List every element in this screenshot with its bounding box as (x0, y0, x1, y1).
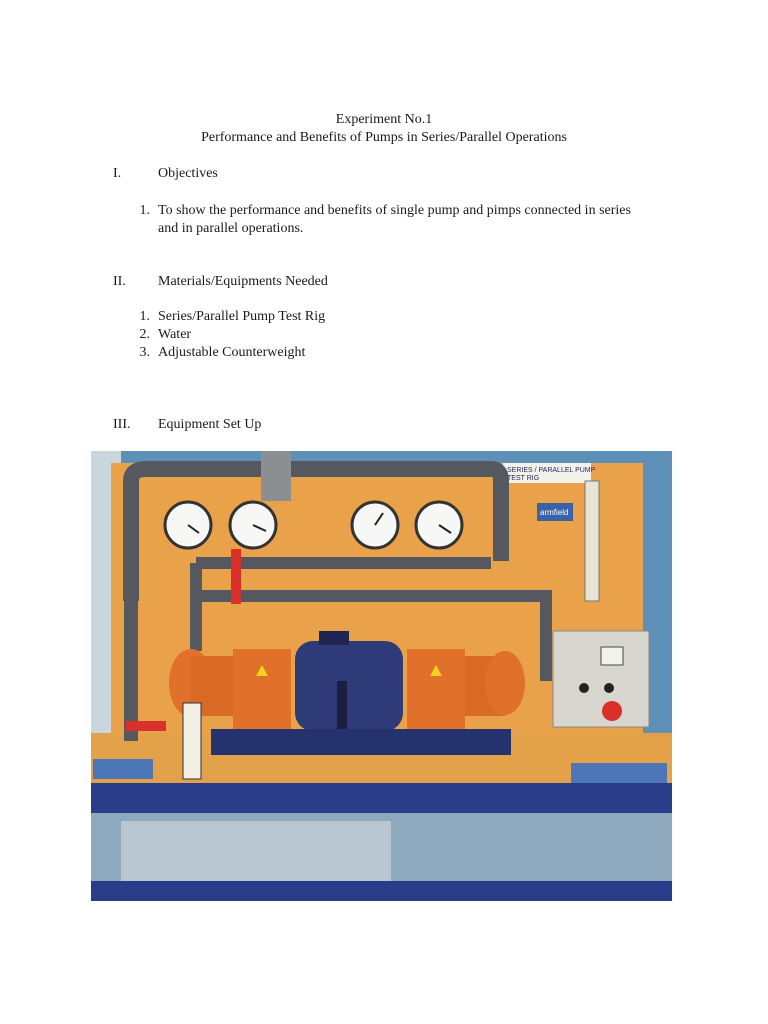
material-number: 1. (139, 309, 150, 324)
manometer (183, 703, 201, 779)
section-heading-setup: Equipment Set Up (158, 417, 262, 432)
red-valve-1 (231, 549, 241, 604)
material-item: Water (158, 327, 192, 342)
material-number: 2. (139, 327, 150, 342)
material-item: Series/Parallel Pump Test Rig (158, 309, 326, 324)
pump-base (211, 729, 511, 755)
page-title: Experiment No.1 (335, 112, 433, 127)
info-plaque-left (93, 759, 153, 779)
water-tank (121, 821, 391, 881)
red-valve-2 (126, 721, 166, 731)
objective-text-line1: To show the performance and benefits of single pump and pimps connected in series (158, 203, 631, 218)
section-numeral-setup: III. (113, 417, 131, 432)
flow-meter (585, 481, 599, 601)
info-plaque-right (571, 763, 667, 783)
section-numeral-objectives: I. (113, 166, 122, 181)
pipe-flange (261, 451, 291, 501)
control-box (553, 631, 649, 727)
section-numeral-materials: II. (113, 274, 126, 289)
page-subtitle: Performance and Benefits of Pumps in Series/Parallel Operations (201, 130, 567, 145)
table-edge (91, 783, 672, 813)
objective-number: 1. (139, 203, 150, 218)
objective-text-line2: and in parallel operations. (158, 221, 304, 236)
equipment-photo (91, 451, 672, 901)
section-heading-materials: Materials/Equipments Needed (158, 274, 328, 289)
section-heading-objectives: Objectives (158, 166, 218, 181)
table-base (91, 881, 672, 901)
brand-text: armfield (540, 508, 569, 517)
material-item: Adjustable Counterweight (158, 345, 306, 360)
sign-text-1: SERIES / PARALLEL PUMP (507, 467, 596, 474)
sign-text-2: TEST RIG (507, 475, 540, 482)
material-number: 3. (139, 345, 150, 360)
